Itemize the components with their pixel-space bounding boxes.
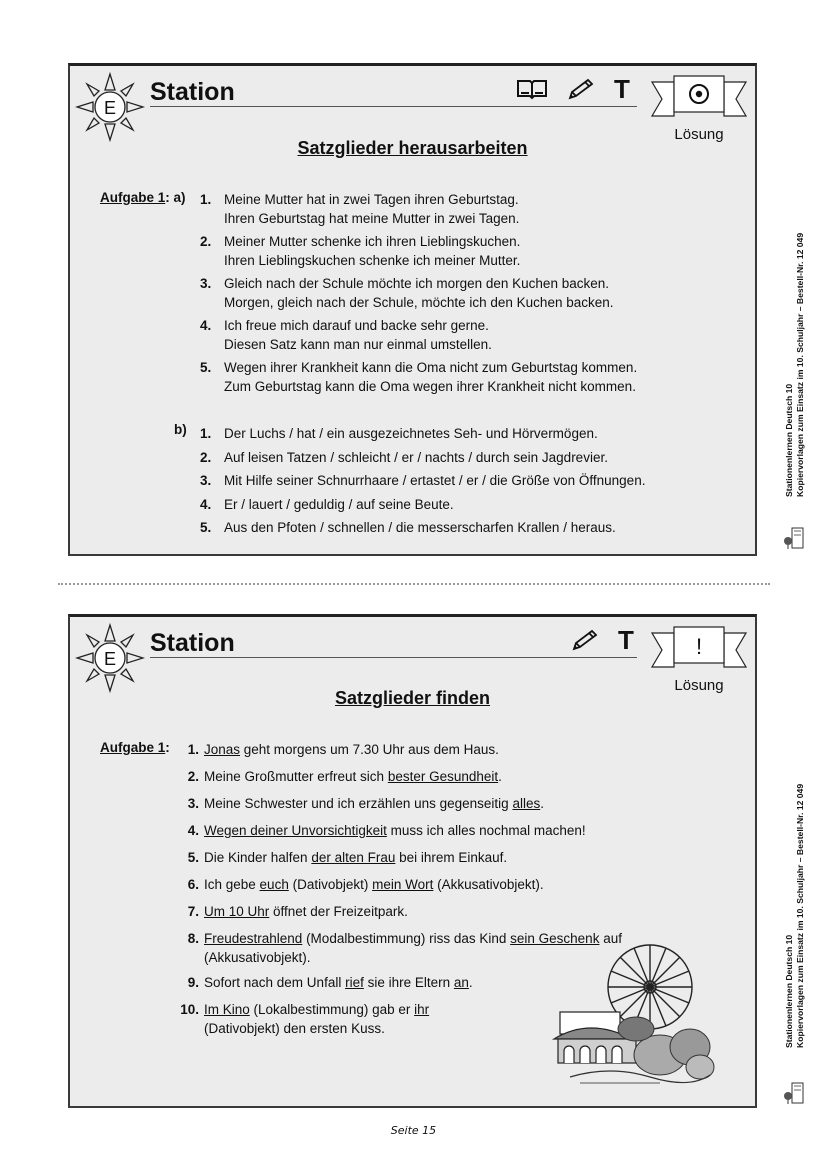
item-line: Meine Mutter hat in zwei Tagen ihren Geburtstag.	[224, 192, 519, 207]
task-label: Aufgabe 1: a)	[100, 190, 186, 205]
publisher-logo	[783, 527, 807, 549]
item-text	[224, 190, 519, 228]
item-text	[204, 821, 586, 840]
list-item	[174, 740, 622, 759]
item-number: 9.	[187, 975, 199, 990]
list-item	[174, 848, 622, 867]
item-text	[204, 1000, 429, 1038]
list-item	[200, 493, 645, 517]
item-line: Wegen ihrer Krankheit kann die Oma nicht zum Geburtstag kommen.	[224, 360, 638, 375]
item-text: Aus den Pfoten / schnellen / die messerscharfen Krallen / heraus.	[224, 520, 616, 535]
item-text: Auf leisen Tatzen / schleicht / er / nachts / durch sein Jagdrevier.	[224, 449, 608, 465]
item-line: Zum Geburtstag kann die Oma wegen ihrer Krankheit nicht kommen.	[224, 379, 636, 394]
item-number: 7.	[187, 904, 199, 919]
part-b-label: b)	[174, 422, 187, 437]
title-underline	[150, 657, 637, 658]
item-number: 10.	[180, 1002, 199, 1017]
item-number: 5.	[200, 360, 212, 375]
text-segment: (Modalbestimmung) riss das Kind	[302, 931, 511, 946]
text-segment: .	[498, 769, 502, 784]
item-text	[204, 767, 502, 786]
text-segment: auf	[599, 931, 622, 946]
item-text	[224, 232, 520, 270]
item-number: 6.	[187, 877, 199, 892]
station-title: Station	[150, 78, 235, 106]
list-item	[174, 821, 622, 840]
t-icon: T	[614, 74, 630, 104]
list-item	[174, 902, 622, 921]
item-number: 2.	[200, 234, 212, 249]
item-line: (Akkusativobjekt).	[204, 950, 311, 965]
text-segment: (Dativobjekt)	[288, 877, 373, 892]
item-number: 3.	[187, 796, 199, 811]
text-segment: Meine Großmutter erfreut sich	[204, 769, 388, 784]
list-item	[200, 422, 645, 446]
list-item	[174, 875, 622, 894]
item-line: Diesen Satz kann man nur einmal umstellen.	[224, 337, 492, 352]
item-line: Gleich nach der Schule möchte ich morgen den Kuchen backen.	[224, 276, 609, 291]
item-number: 4.	[187, 823, 199, 838]
icon-group	[570, 627, 634, 653]
item-text	[204, 875, 544, 894]
item-text	[224, 358, 637, 396]
task-label: Aufgabe 1:	[100, 740, 170, 755]
pencil-icon	[566, 77, 596, 101]
text-segment: bei ihrem Einkauf.	[395, 850, 508, 865]
item-line	[204, 848, 507, 867]
side-label-1: Stationenlernen Deutsch 10 Kopiervorlagen zum Einsatz im 10. Schuljahr – Bestell-Nr. 12 049	[784, 232, 805, 497]
underlined-phrase: Um 10 Uhr	[204, 904, 270, 919]
list-item	[200, 316, 637, 354]
text-segment: Ich gebe	[204, 877, 260, 892]
underlined-phrase: an	[453, 975, 469, 990]
underlined-phrase: ihr	[414, 1002, 430, 1017]
text-segment: (Lokalbestimmung) gab er	[249, 1002, 415, 1017]
item-number: 1.	[187, 742, 199, 757]
underlined-phrase: Wegen deiner Unvorsichtigkeit	[204, 823, 387, 838]
solution-banner	[650, 623, 748, 673]
text-segment: .	[540, 796, 544, 811]
item-line	[204, 794, 544, 813]
text-segment: .	[468, 975, 473, 990]
list-item	[200, 232, 637, 270]
underlined-phrase: mein Wort	[372, 877, 434, 892]
item-line: (Dativobjekt) den ersten Kuss.	[204, 1021, 385, 1036]
item-number: 2.	[200, 449, 212, 465]
item-text	[204, 848, 507, 867]
item-line	[204, 740, 499, 759]
item-line: Ich freue mich darauf und backe sehr gerne.	[224, 318, 489, 333]
underlined-phrase: bester Gesundheit	[387, 769, 499, 784]
item-line	[204, 902, 408, 921]
list-item	[174, 794, 622, 813]
solution-label: Lösung	[674, 126, 724, 143]
underlined-phrase: alles	[512, 796, 541, 811]
title-underline	[150, 106, 637, 107]
list-item	[174, 767, 622, 786]
station-card-2	[68, 614, 757, 1108]
list-item	[200, 469, 645, 493]
part-b-list	[200, 422, 645, 540]
worksheet-subtitle: Satzglieder herausarbeiten	[297, 138, 528, 158]
text-segment: muss ich alles nochmal machen!	[386, 823, 586, 838]
svg-text:E: E	[103, 649, 117, 669]
item-number: 8.	[187, 931, 199, 946]
item-line: Ihren Geburtstag hat meine Mutter in zwei Tagen.	[224, 211, 520, 226]
svg-text:E: E	[103, 98, 117, 118]
list-item	[200, 358, 637, 396]
item-text: Er / lauert / geduldig / auf seine Beute.	[224, 496, 454, 512]
item-text: Der Luchs / hat / ein ausgezeichnetes Seh- und Hörvermögen.	[224, 426, 598, 441]
solution-label: Lösung	[674, 677, 724, 694]
station-title: Station	[150, 629, 235, 657]
part-a-list	[200, 190, 637, 400]
text-segment: (Akkusativobjekt).	[433, 877, 544, 892]
item-line: Meiner Mutter schenke ich ihren Lieblingskuchen.	[224, 234, 521, 249]
cut-line	[58, 583, 770, 585]
item-line	[204, 973, 473, 992]
item-number: 1.	[200, 192, 212, 207]
page-number: Seite 15	[390, 1124, 437, 1137]
list-item	[200, 516, 645, 540]
t-icon: T	[618, 625, 634, 655]
item-number: 2.	[187, 769, 199, 784]
item-line	[204, 1000, 429, 1019]
item-number: 1.	[200, 426, 212, 441]
text-segment: Die Kinder halfen	[204, 850, 312, 865]
underlined-phrase: Jonas	[204, 742, 241, 757]
item-text	[204, 740, 499, 759]
item-number: 3.	[200, 473, 212, 488]
item-number: 5.	[200, 520, 212, 535]
underlined-phrase: der alten Frau	[311, 850, 396, 865]
station-card-1	[68, 63, 757, 556]
text-segment: öffnet der Freizeitpark.	[269, 904, 408, 919]
text-segment: Meine Schwester und ich erzählen uns gegenseitig	[204, 796, 513, 811]
item-number: 3.	[200, 276, 212, 291]
underlined-phrase: Im Kino	[204, 1002, 250, 1017]
side-label-2: Stationenlernen Deutsch 10 Kopiervorlagen zum Einsatz im 10. Schuljahr – Bestell-Nr. 12 049	[784, 783, 805, 1048]
item-text	[224, 316, 492, 354]
underlined-phrase: euch	[259, 877, 289, 892]
item-text	[224, 274, 614, 312]
item-text	[204, 973, 473, 992]
publisher-logo	[783, 1082, 807, 1104]
icon-group	[516, 76, 630, 102]
solution-banner	[650, 72, 748, 122]
underlined-phrase: Freudestrahlend	[204, 931, 303, 946]
item-line	[204, 821, 586, 840]
pencil-icon	[570, 628, 600, 652]
item-text	[204, 902, 408, 921]
item-number: 4.	[200, 496, 212, 512]
text-segment: sie ihre Eltern	[363, 975, 454, 990]
item-text	[204, 794, 544, 813]
underlined-phrase: rief	[345, 975, 364, 990]
item-number: 5.	[187, 850, 199, 865]
text-segment: Sofort nach dem Unfall	[204, 975, 346, 990]
item-number: 4.	[200, 318, 212, 333]
list-item	[200, 190, 637, 228]
item-line	[204, 767, 502, 786]
item-line: Ihren Lieblingskuchen schenke ich meiner Mutter.	[224, 253, 521, 268]
item-text: Mit Hilfe seiner Schnurrhaare / ertastet / er / die Größe von Öffnungen.	[224, 473, 646, 488]
book-icon	[516, 78, 548, 100]
underlined-phrase: sein Geschenk	[510, 931, 600, 946]
exclamation-icon: !	[695, 634, 703, 659]
list-item	[200, 446, 645, 470]
worksheet-subtitle: Satzglieder finden	[334, 688, 491, 708]
sun-e-icon	[75, 72, 145, 142]
item-line: Morgen, gleich nach der Schule, möchte ich den Kuchen backen.	[224, 295, 614, 310]
item-line	[204, 875, 544, 894]
list-item	[200, 274, 637, 312]
amusement-park-illustration	[550, 937, 720, 1089]
sun-e-icon	[75, 623, 145, 693]
text-segment: geht morgens um 7.30 Uhr aus dem Haus.	[240, 742, 499, 757]
